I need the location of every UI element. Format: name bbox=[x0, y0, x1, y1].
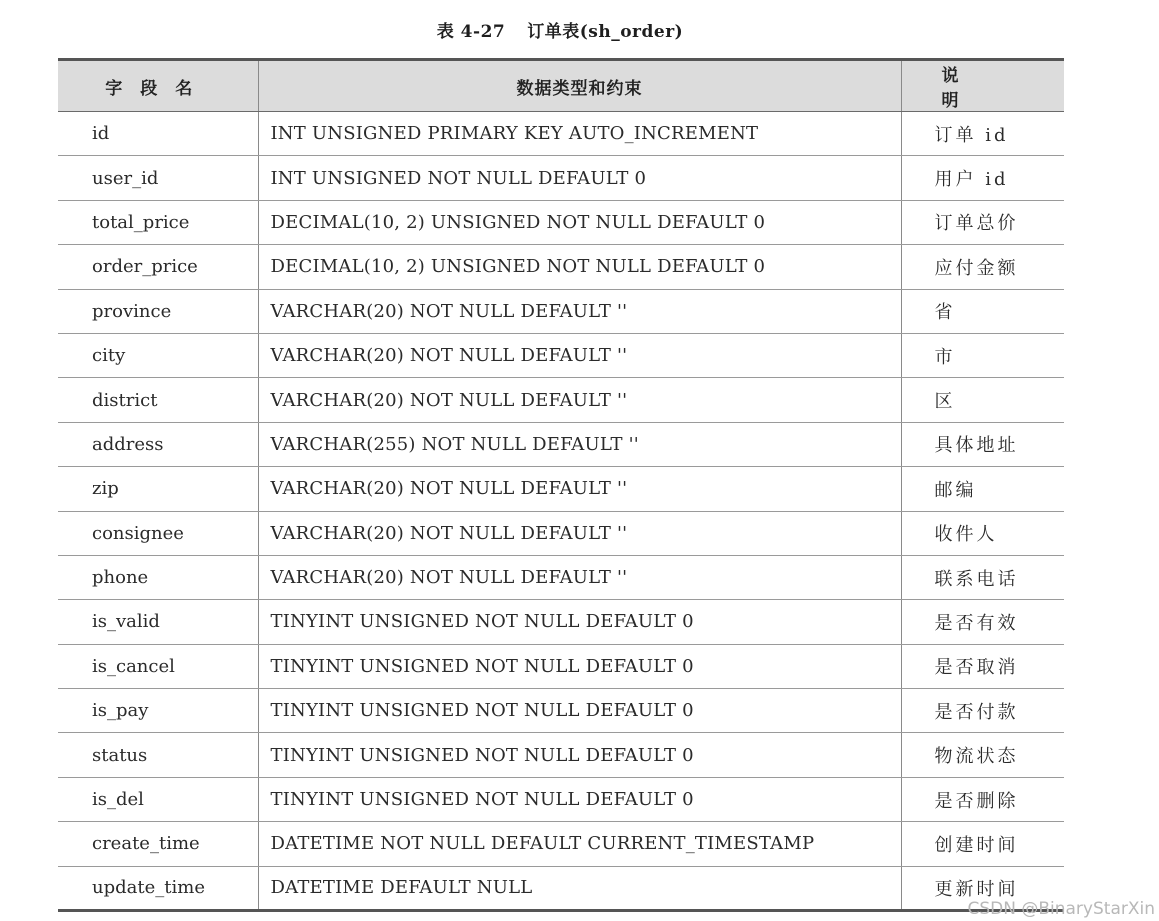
data-type-cell: VARCHAR(255) NOT NULL DEFAULT '' bbox=[258, 422, 901, 466]
table-row bbox=[58, 822, 1064, 866]
table-row bbox=[58, 333, 1064, 377]
data-type-cell: TINYINT UNSIGNED NOT NULL DEFAULT 0 bbox=[258, 777, 901, 821]
header-description: 说明 bbox=[901, 60, 1064, 112]
table-row bbox=[58, 733, 1064, 777]
field-name-cell: district bbox=[58, 378, 258, 422]
header-row bbox=[58, 60, 1064, 112]
watermark: CSDN @BinaryStarXin bbox=[967, 899, 1155, 919]
field-name-cell: id bbox=[58, 112, 258, 156]
data-type-cell: TINYINT UNSIGNED NOT NULL DEFAULT 0 bbox=[258, 689, 901, 733]
table-number: 表 4-27 bbox=[436, 22, 506, 42]
description-cell: 订单 id bbox=[901, 112, 1064, 156]
table-row bbox=[58, 156, 1064, 200]
table-row bbox=[58, 644, 1064, 688]
description-cell: 省 bbox=[901, 289, 1064, 333]
field-name-cell: is_pay bbox=[58, 689, 258, 733]
table-row bbox=[58, 422, 1064, 466]
description-cell: 区 bbox=[901, 378, 1064, 422]
description-cell: 市 bbox=[901, 333, 1064, 377]
description-cell: 联系电话 bbox=[901, 555, 1064, 599]
description-cell: 是否取消 bbox=[901, 644, 1064, 688]
field-name-cell: order_price bbox=[58, 245, 258, 289]
description-cell: 是否付款 bbox=[901, 689, 1064, 733]
description-cell: 应付金额 bbox=[901, 245, 1064, 289]
data-type-cell: TINYINT UNSIGNED NOT NULL DEFAULT 0 bbox=[258, 733, 901, 777]
table-row bbox=[58, 511, 1064, 555]
table-row bbox=[58, 689, 1064, 733]
data-type-cell: DECIMAL(10, 2) UNSIGNED NOT NULL DEFAULT 0 bbox=[258, 245, 901, 289]
table-row bbox=[58, 467, 1064, 511]
description-cell: 是否删除 bbox=[901, 777, 1064, 821]
field-name-cell: is_del bbox=[58, 777, 258, 821]
description-cell: 具体地址 bbox=[901, 422, 1064, 466]
field-name-cell: status bbox=[58, 733, 258, 777]
description-cell: 用户 id bbox=[901, 156, 1064, 200]
description-cell: 收件人 bbox=[901, 511, 1064, 555]
description-cell: 订单总价 bbox=[901, 200, 1064, 244]
header-data-type: 数据类型和约束 bbox=[258, 60, 901, 112]
field-name-cell: update_time bbox=[58, 866, 258, 910]
table-row bbox=[58, 245, 1064, 289]
description-cell: 更新时间 bbox=[901, 866, 1064, 910]
table-row bbox=[58, 200, 1064, 244]
data-type-cell: TINYINT UNSIGNED NOT NULL DEFAULT 0 bbox=[258, 600, 901, 644]
data-type-cell: VARCHAR(20) NOT NULL DEFAULT '' bbox=[258, 511, 901, 555]
table-row bbox=[58, 866, 1064, 910]
data-type-cell: DATETIME NOT NULL DEFAULT CURRENT_TIMESTAMP bbox=[258, 822, 901, 866]
description-cell: 物流状态 bbox=[901, 733, 1064, 777]
data-type-cell: INT UNSIGNED NOT NULL DEFAULT 0 bbox=[258, 156, 901, 200]
header-field-name: 字段名 bbox=[58, 60, 258, 112]
field-name-cell: create_time bbox=[58, 822, 258, 866]
table-title: 订单表(sh_order) bbox=[527, 22, 684, 42]
description-cell: 是否有效 bbox=[901, 600, 1064, 644]
data-type-cell: VARCHAR(20) NOT NULL DEFAULT '' bbox=[258, 333, 901, 377]
field-name-cell: consignee bbox=[58, 511, 258, 555]
data-type-cell: TINYINT UNSIGNED NOT NULL DEFAULT 0 bbox=[258, 644, 901, 688]
data-type-cell: VARCHAR(20) NOT NULL DEFAULT '' bbox=[258, 378, 901, 422]
data-type-cell: VARCHAR(20) NOT NULL DEFAULT '' bbox=[258, 467, 901, 511]
description-cell: 邮编 bbox=[901, 467, 1064, 511]
field-name-cell: zip bbox=[58, 467, 258, 511]
description-cell: 创建时间 bbox=[901, 822, 1064, 866]
data-type-cell: DECIMAL(10, 2) UNSIGNED NOT NULL DEFAULT 0 bbox=[258, 200, 901, 244]
data-type-cell: VARCHAR(20) NOT NULL DEFAULT '' bbox=[258, 555, 901, 599]
field-name-cell: phone bbox=[58, 555, 258, 599]
table-row bbox=[58, 777, 1064, 821]
field-name-cell: address bbox=[58, 422, 258, 466]
table-caption bbox=[0, 17, 1120, 42]
table-row bbox=[58, 378, 1064, 422]
schema-table bbox=[58, 58, 1064, 912]
data-type-cell: VARCHAR(20) NOT NULL DEFAULT '' bbox=[258, 289, 901, 333]
table-body bbox=[58, 112, 1064, 911]
table-row bbox=[58, 112, 1064, 156]
field-name-cell: is_cancel bbox=[58, 644, 258, 688]
field-name-cell: user_id bbox=[58, 156, 258, 200]
field-name-cell: is_valid bbox=[58, 600, 258, 644]
table-row bbox=[58, 289, 1064, 333]
field-name-cell: province bbox=[58, 289, 258, 333]
field-name-cell: city bbox=[58, 333, 258, 377]
data-type-cell: DATETIME DEFAULT NULL bbox=[258, 866, 901, 910]
table-row bbox=[58, 600, 1064, 644]
table-row bbox=[58, 555, 1064, 599]
field-name-cell: total_price bbox=[58, 200, 258, 244]
data-type-cell: INT UNSIGNED PRIMARY KEY AUTO_INCREMENT bbox=[258, 112, 901, 156]
